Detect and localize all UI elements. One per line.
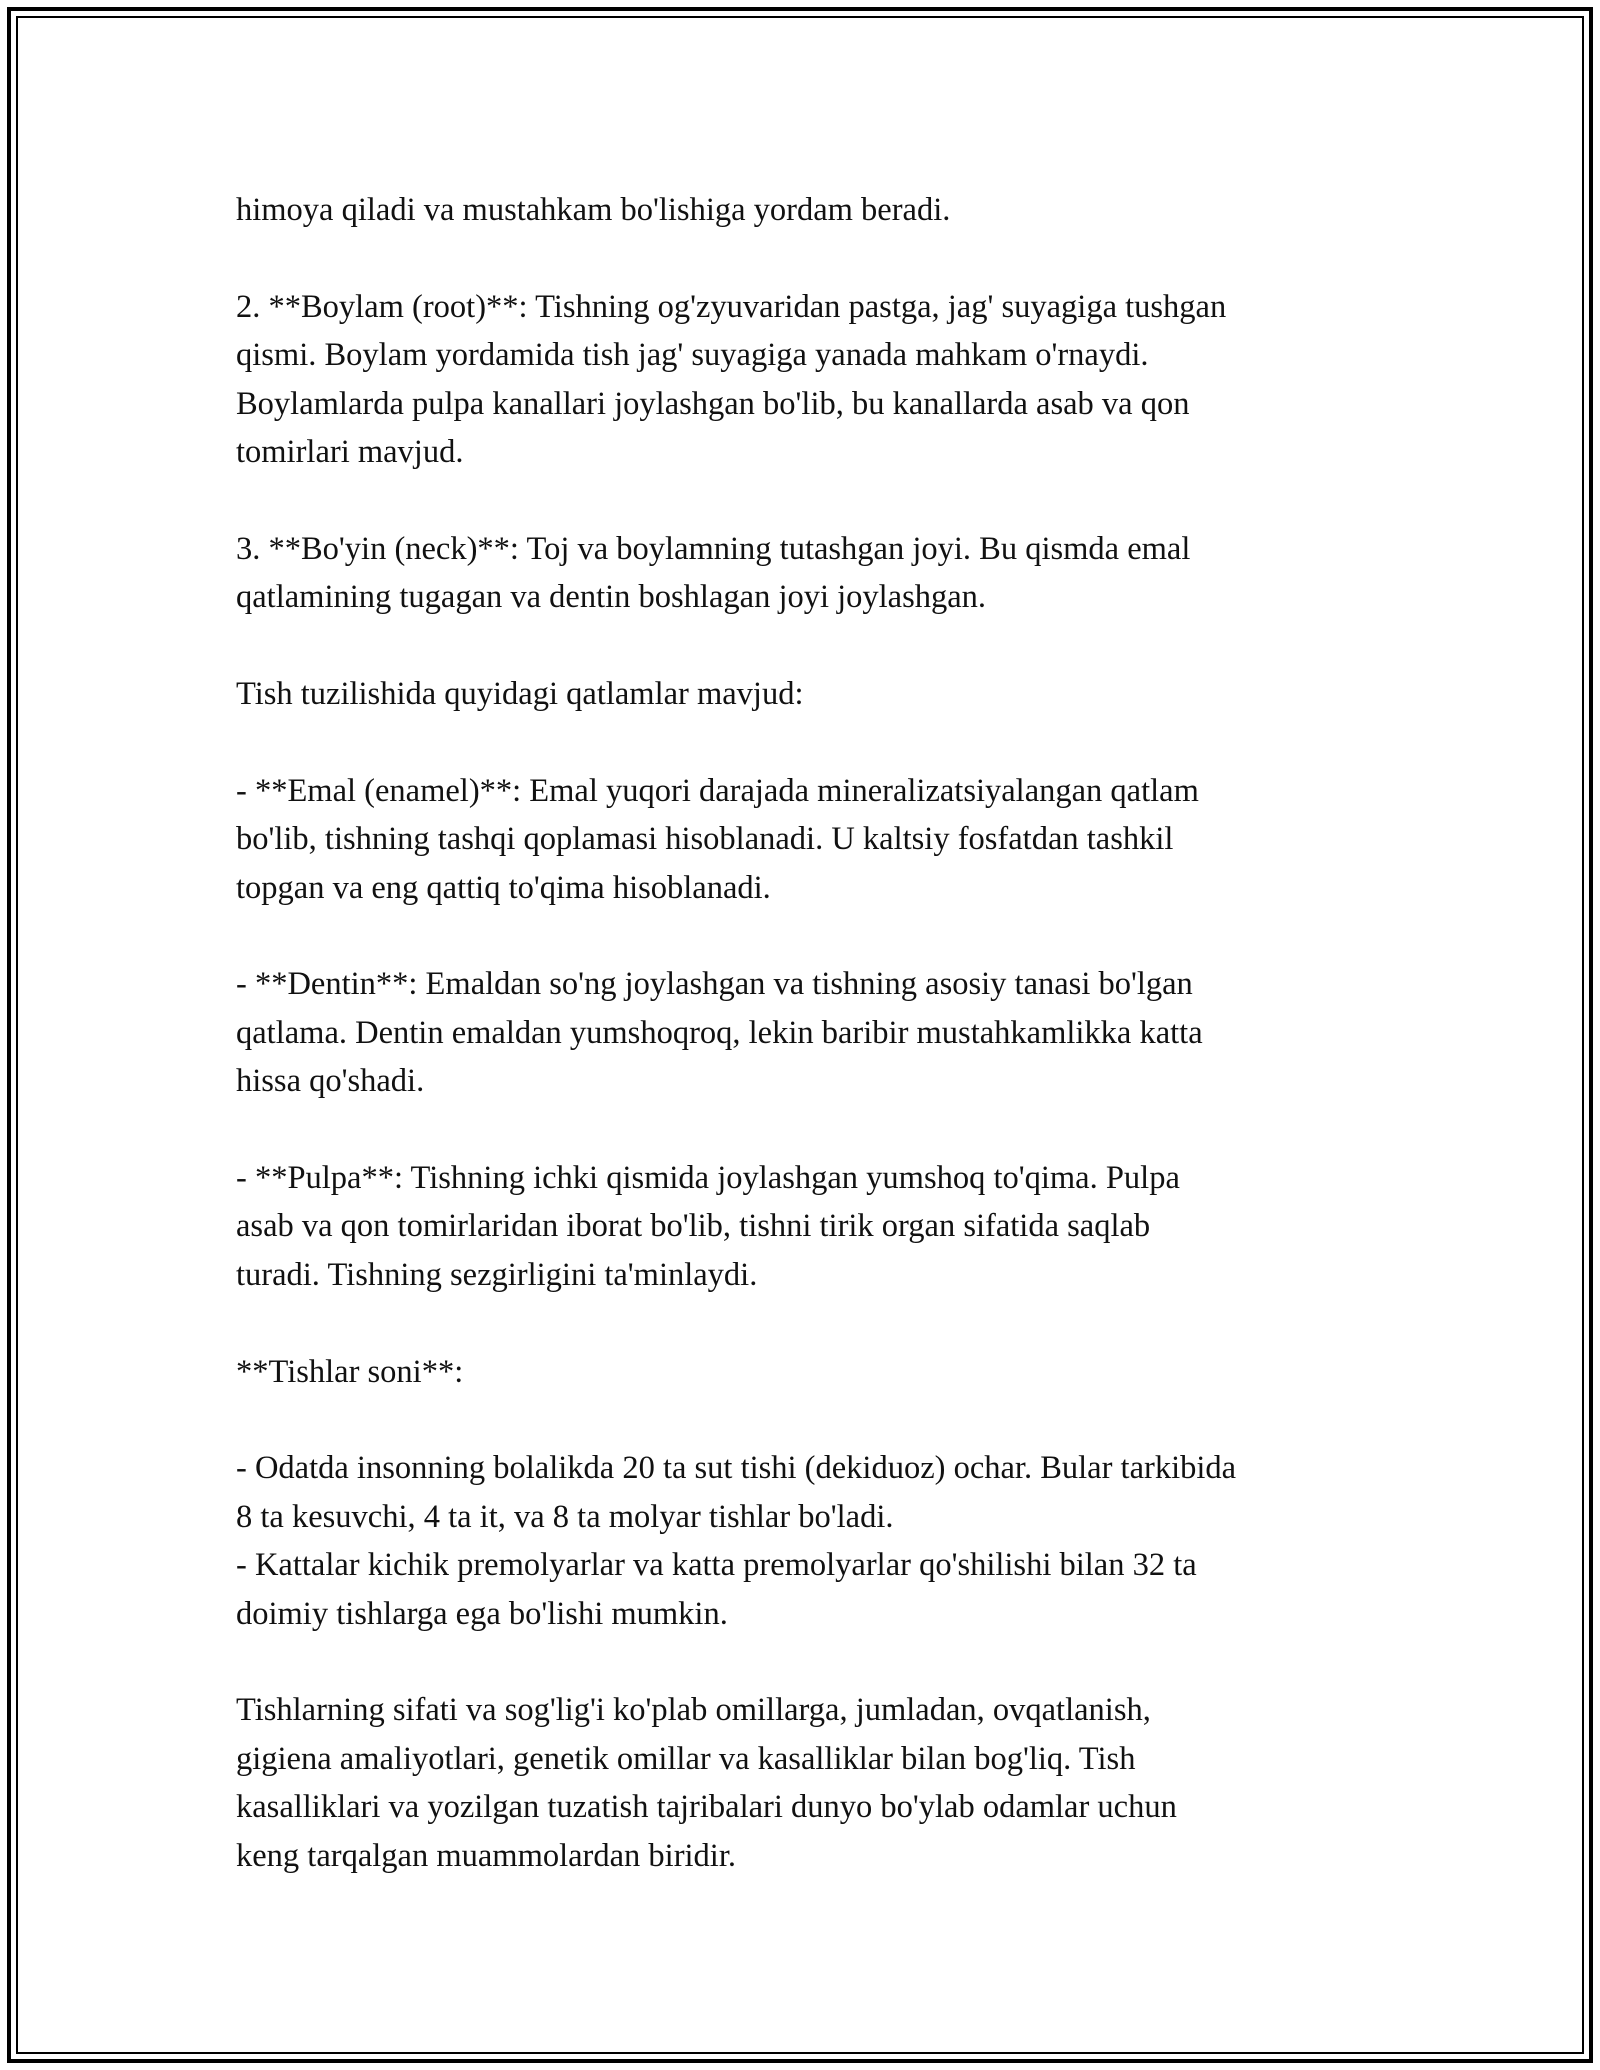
list-item-line: 8 ta kesuvchi, 4 ta it, va 8 ta molyar tishlar bo'ladi. xyxy=(236,1498,894,1535)
paragraph-line: himoya qiladi va mustahkam bo'lishiga yordam beradi. xyxy=(236,192,951,228)
paragraph-line: Tish tuzilishida quyidagi qatlamlar mavjud: xyxy=(236,676,804,713)
paragraph-line: qatlama. Dentin emaldan yumshoqroq, lekin baribir mustahkamlikka katta xyxy=(236,1014,1203,1051)
paragraph-gap xyxy=(236,622,1386,670)
paragraph-gap xyxy=(236,1106,1386,1154)
paragraph-line: bo'lib, tishning tashqi qoplamasi hisoblanadi. U kaltsiy fosfatdan tashkil xyxy=(236,821,1174,858)
paragraph-gap xyxy=(236,718,1386,766)
paragraph-gap xyxy=(236,1396,1386,1444)
paragraph-line: tomirlari mavjud. xyxy=(236,434,464,471)
paragraph-line: - **Pulpa**: Tishning ichki qismida joylashgan yumshoq to'qima. Pulpa xyxy=(236,1160,1180,1197)
list-item-line: doimiy tishlarga ega bo'lishi mumkin. xyxy=(236,1595,728,1632)
paragraph-line: Boylamlarda pulpa kanallari joylashgan bo'lib, bu kanallarda asab va qon xyxy=(236,385,1190,422)
paragraph-line: qatlamining tugagan va dentin boshlagan joyi joylashgan. xyxy=(236,579,987,616)
paragraph-line: keng tarqalgan muammolardan biridir. xyxy=(236,1837,736,1874)
paragraph-line: 2. **Boylam (root)**: Tishning og'zyuvaridan pastga, jag' suyagiga tushgan xyxy=(236,288,1227,325)
paragraph-line: topgan va eng qattiq to'qima hisoblanadi. xyxy=(236,869,771,906)
paragraph-line: turadi. Tishning sezgirligini ta'minlaydi. xyxy=(236,1256,758,1293)
paragraph-line: asab va qon tomirlaridan iborat bo'lib, tishni tirik organ sifatida saqlab xyxy=(236,1208,1151,1245)
section-heading: **Tishlar soni**: xyxy=(236,1353,464,1390)
paragraph-gap xyxy=(236,912,1386,960)
paragraph-gap xyxy=(236,234,1386,282)
document-body xyxy=(236,186,1386,1880)
paragraph-line: - **Dentin**: Emaldan so'ng joylashgan va tishning asosiy tanasi bo'lgan xyxy=(236,966,1193,1003)
list-item-line: - Odatda insonning bolalikda 20 ta sut tishi (dekiduoz) ochar. Bular tarkibida xyxy=(236,1450,1237,1487)
paragraph-line: gigiena amaliyotlari, genetik omillar va kasalliklar bilan bog'liq. Tish xyxy=(236,1740,1136,1777)
paragraph-line: - **Emal (enamel)**: Emal yuqori darajada mineralizatsiyalangan qatlam xyxy=(236,772,1199,809)
paragraph-gap xyxy=(236,1299,1386,1347)
paragraph-line: 3. **Bo'yin (neck)**: Toj va boylamning tutashgan joyi. Bu qismda emal xyxy=(236,530,1191,567)
paragraph-gap xyxy=(236,476,1386,524)
paragraph-line: qismi. Boylam yordamida tish jag' suyagiga yanada mahkam o'rnaydi. xyxy=(236,337,1149,374)
paragraph-line: Tishlarning sifati va sog'lig'i ko'plab omillarga, jumladan, ovqatlanish, xyxy=(236,1692,1151,1729)
paragraph-line: kasalliklari va yozilgan tuzatish tajribalari dunyo bo'ylab odamlar uchun xyxy=(236,1789,1177,1826)
list-item-line: - Kattalar kichik premolyarlar va katta premolyarlar qo'shilishi bilan 32 ta xyxy=(236,1547,1197,1584)
paragraph-gap xyxy=(236,1638,1386,1686)
paragraph-line: hissa qo'shadi. xyxy=(236,1063,425,1100)
